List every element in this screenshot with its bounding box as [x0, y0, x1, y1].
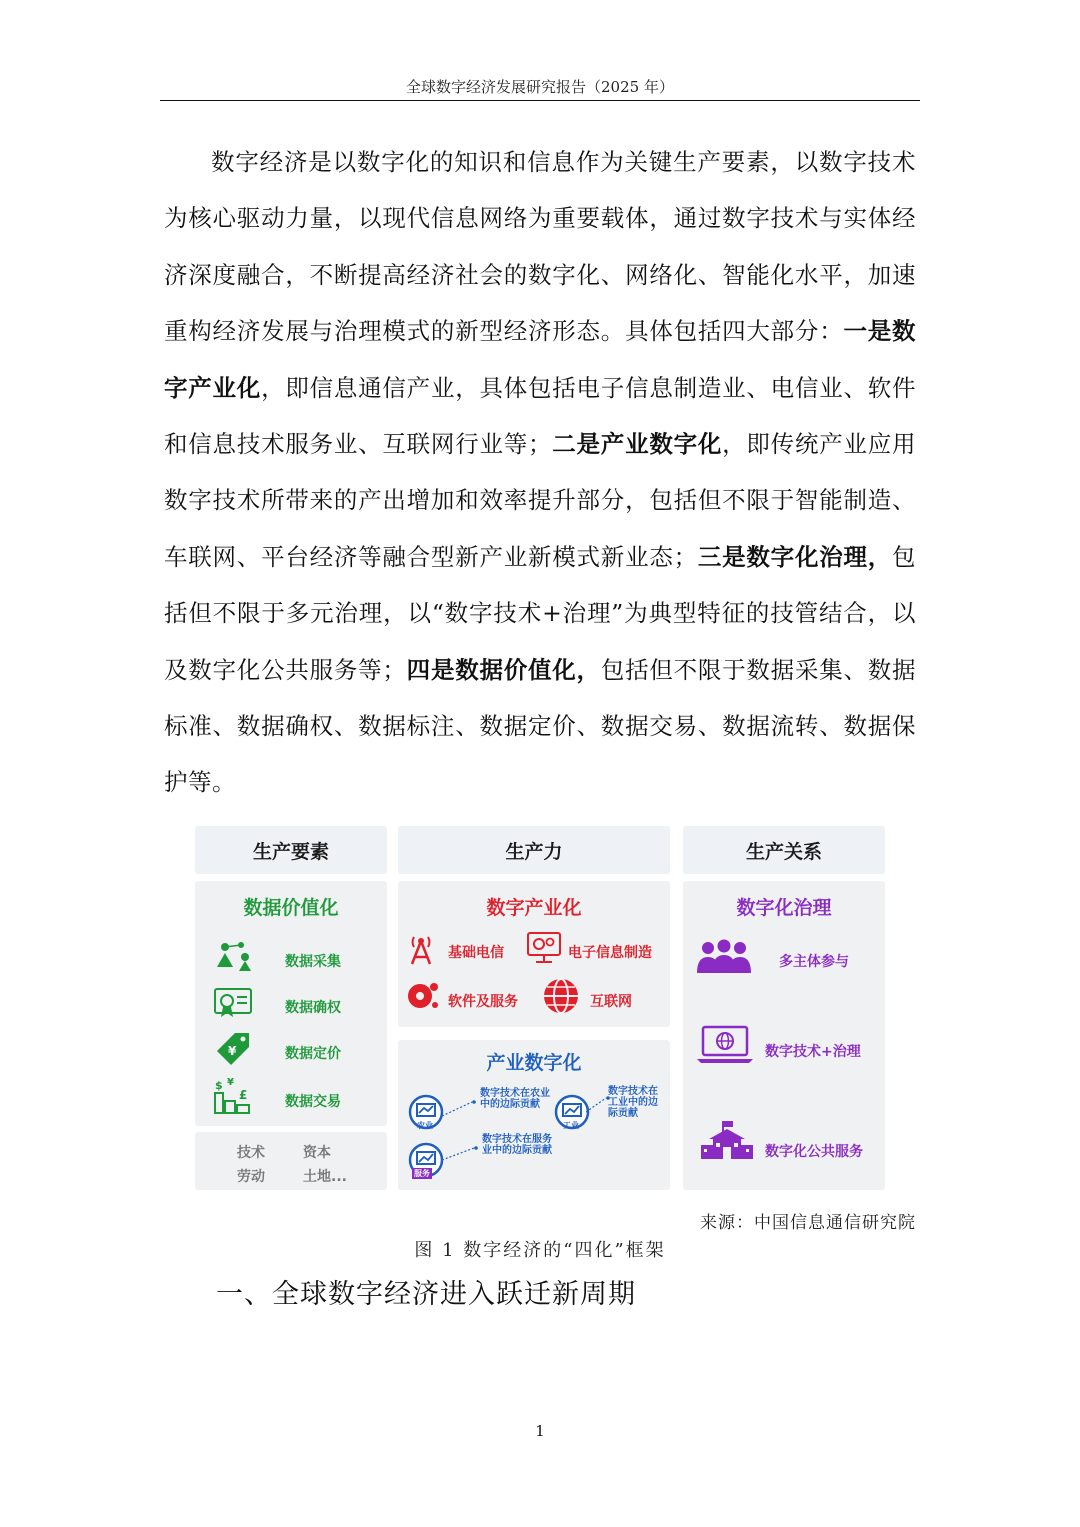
item-data-collection: 数据采集 — [285, 954, 341, 970]
text-digital-industrialization: ，即信息通信产业，具体包括电子信息制造业、电信业、软件和信息技术服务业、互联网行业等； — [164, 373, 917, 459]
item-digital-tech-governance: 数字技术+治理 — [765, 1044, 861, 1060]
bold-digital-industrialization: 一是数字产业化 — [164, 317, 917, 402]
box-traditional-factors — [195, 1132, 387, 1190]
item-data-trading: 数据交易 — [285, 1094, 341, 1110]
running-header: 全球数字经济发展研究报告（2025 年） — [406, 78, 674, 96]
bold-data-valorization: 四是数据价值化， — [406, 655, 601, 684]
item-electronics-manufacturing: 电子信息制造 — [568, 945, 652, 961]
globe-icon — [542, 977, 580, 1015]
item-data-pricing: 数据定价 — [285, 1046, 341, 1062]
section-heading: 一、全球数字经济进入跃迁新周期 — [216, 1279, 636, 1310]
factor-labor: 劳动 — [237, 1169, 265, 1185]
body-paragraph — [164, 134, 916, 811]
bold-industrial-digitalization: 二是产业数字化 — [552, 430, 723, 459]
text-industrial-digitalization: ，即传统产业应用数字技术所带来的产出增加和效率提升部分，包括但不限于智能制造、车联网、平台经济等融合型新产业新模式新业态； — [164, 430, 917, 571]
box-title-digital-industrialization: 数字产业化 — [486, 897, 582, 919]
box-digital-industrialization — [398, 881, 670, 1027]
label-agriculture-contribution: 数字技术在农业中的边际贡献 — [480, 1088, 550, 1110]
figure-source: 来源：中国信息通信研究院 — [700, 1213, 916, 1233]
text-digital-governance: 包括但不限于多元治理，以“数字技术+治理”为典型特征的技管结合，以及数字化公共服务等； — [164, 542, 917, 684]
item-multi-stakeholder: 多主体参与 — [779, 954, 849, 970]
figure-caption: 图 1 数字经济的“四化”框架 — [414, 1240, 666, 1261]
factor-land: 土地... — [303, 1169, 347, 1185]
col-head-productivity: 生产力 — [398, 826, 670, 874]
text-intro: 数字经济是以数字化的知识和信息作为关键生产要素，以数字技术为核心驱动力量，以现代信息网络为重要载体，通过数字技术与实体经济深度融合，不断提高经济社会的数字化、网络化、智能化水平，加速重构经济发展与治理模式的新型经济形态。具体包括四大部分： — [164, 148, 916, 346]
tag-agriculture: 农业 — [417, 1121, 433, 1130]
software-gear-icon — [404, 979, 440, 1013]
monitor-gears-icon — [526, 931, 562, 965]
factor-technology: 技术 — [237, 1145, 265, 1161]
item-basic-telecom: 基础电信 — [448, 945, 504, 961]
data-rights-icon — [213, 985, 253, 1019]
agriculture-connector — [442, 1100, 482, 1120]
svg-text:¥: ¥ — [227, 1077, 234, 1088]
factor-capital: 资本 — [303, 1145, 331, 1161]
data-collection-icon — [213, 939, 253, 973]
box-title-data-valorization: 数据价值化 — [243, 897, 339, 919]
label-industry-contribution: 数字技术在工业中的边际贡献 — [608, 1086, 658, 1119]
tag-services: 服务 — [414, 1169, 430, 1178]
tag-industry: 工业 — [563, 1121, 579, 1130]
box-title-industrial-digitalization: 产业数字化 — [486, 1052, 582, 1074]
box-title-digital-governance: 数字化治理 — [736, 897, 832, 919]
item-digital-public-services: 数字化公共服务 — [765, 1144, 863, 1160]
public-building-icon — [699, 1119, 755, 1163]
bold-digital-governance: 三是数字化治理， — [697, 542, 893, 571]
item-internet: 互联网 — [590, 994, 632, 1010]
page-number: 1 — [535, 1422, 545, 1440]
svg-text:¥: ¥ — [228, 1044, 237, 1058]
text-data-valorization: 包括但不限于数据采集、数据标准、数据确权、数据标注、数据定价、数据交易、数据流转、数据保护等。 — [164, 655, 917, 797]
services-connector — [442, 1144, 484, 1164]
item-data-rights: 数据确权 — [285, 1000, 341, 1016]
header-rule — [160, 100, 920, 101]
col-head-production-relations: 生产关系 — [683, 826, 885, 874]
antenna-icon — [406, 933, 436, 965]
laptop-globe-icon — [695, 1025, 755, 1065]
col-head-production-factors: 生产要素 — [195, 826, 387, 874]
item-software-services: 软件及服务 — [448, 994, 518, 1010]
data-trading-icon — [213, 1077, 253, 1115]
box-digital-governance — [683, 881, 885, 1190]
svg-text:£: £ — [239, 1088, 248, 1102]
svg-text:$: $ — [215, 1079, 223, 1092]
four-modernizations-figure — [195, 826, 885, 1190]
multi-stakeholder-icon — [695, 939, 753, 975]
box-data-valorization — [195, 881, 387, 1126]
label-services-contribution: 数字技术在服务业中的边际贡献 — [482, 1134, 552, 1156]
box-industrial-digitalization — [398, 1040, 670, 1190]
price-tag-icon — [213, 1031, 253, 1067]
